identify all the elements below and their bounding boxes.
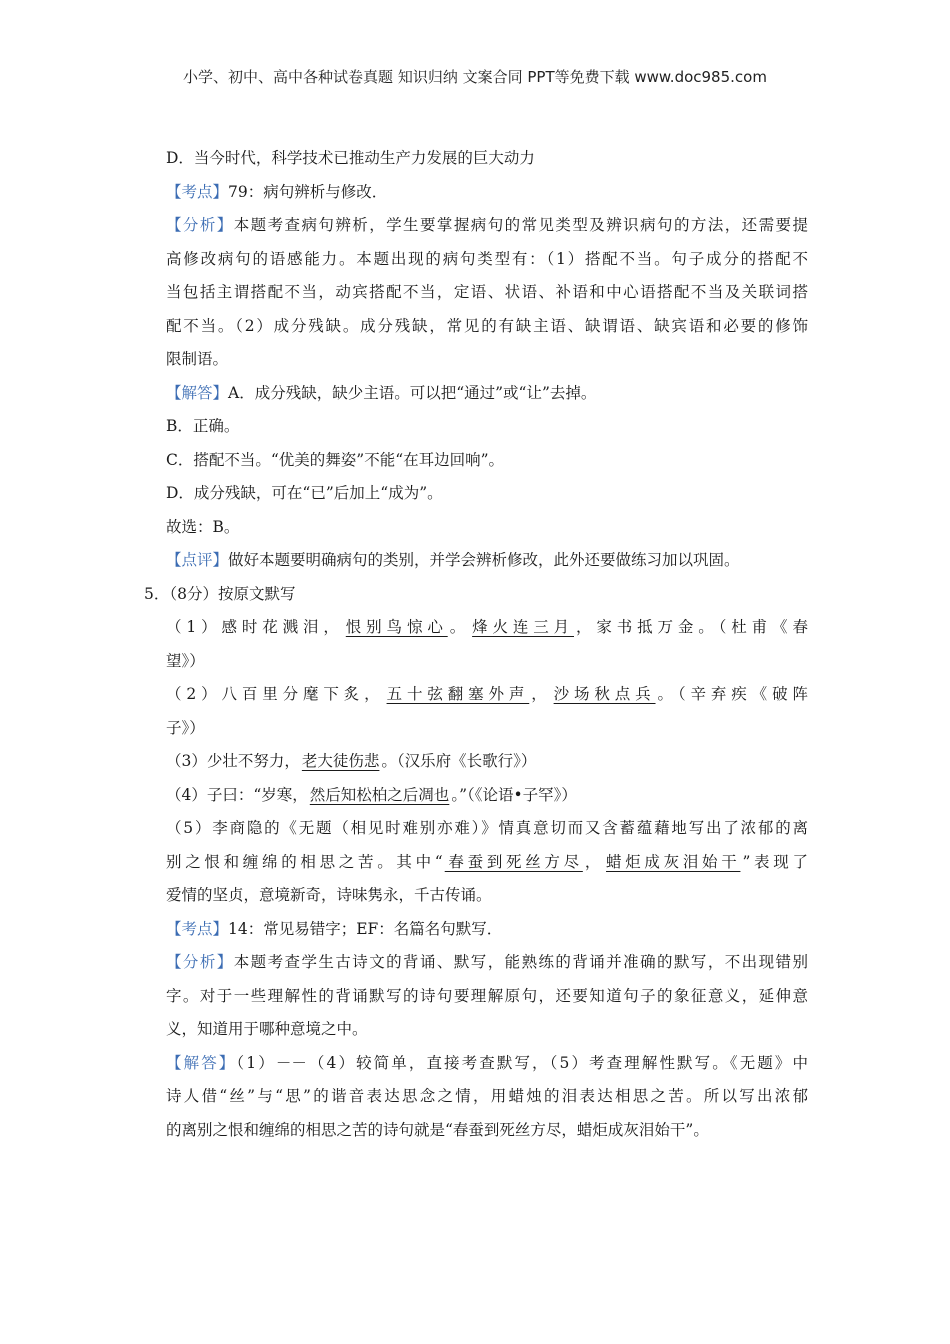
fenxi-line: 【分析】本题考查病句辨析，学生要掌握病句的常见类型及辨识病句的方法，还需要提 bbox=[166, 216, 808, 234]
fill-answer: 烽火连三月 bbox=[472, 618, 574, 636]
q1-line-cont: 望》） bbox=[166, 651, 205, 670]
question-5-title: 5．（8分）按原文默写 bbox=[144, 584, 296, 603]
choice-line: 故选：B。 bbox=[166, 517, 240, 536]
document-body bbox=[144, 142, 808, 1147]
fenxi-line: 当包括主谓搭配不当，动宾搭配不当，定语、状语、补语和中心语搭配不当及关联词搭 bbox=[166, 283, 808, 301]
option-d-line: D．当今时代，科学技术已推动生产力发展的巨大动力 bbox=[166, 149, 535, 167]
jieda-tag: 【解答】 bbox=[166, 1053, 237, 1072]
fenxi-line: 高修改病句的语感能力。本题出现的病句类型有：（1）搭配不当。句子成分的搭配不 bbox=[166, 249, 808, 268]
jieda-line: 【解答】（1）－－（4）较简单，直接考查默写，（5）考查理解性默写。《无题》中 bbox=[166, 1053, 808, 1072]
q2-line-cont: 子》） bbox=[166, 718, 205, 737]
dianping-tag: 【点评】 bbox=[166, 551, 229, 569]
q1-line: （1）感时花溅泪， 恨别鸟惊心 。 烽火连三月 ，家书抵万金。（杜甫《春 bbox=[166, 618, 808, 636]
fill-answer: 沙场秋点兵 bbox=[553, 685, 656, 703]
fenxi-line: 配不当。（2）成分残缺。成分残缺，常见的有缺主语、缺谓语、缺宾语和必要的修饰 bbox=[166, 316, 808, 335]
q2-line: （2）八百里分麾下炙， 五十弦翻塞外声 ， 沙场秋点兵 。（辛弃疾《破阵 bbox=[166, 685, 808, 703]
jieda-tag: 【解答】 bbox=[166, 383, 229, 402]
fenxi-line: 【分析】本题考查学生古诗文的背诵、默写，能熟练的背诵并准确的默写，不出现错别 bbox=[166, 953, 808, 971]
q4-line: （4）子曰：“岁寒， 然后知松柏之后凋也 。”（《论语•子罕》） bbox=[166, 785, 577, 804]
fenxi-line: 限制语。 bbox=[166, 350, 229, 368]
fill-answer: 恨别鸟惊心 bbox=[345, 618, 448, 636]
q5-line: 爱情的坚贞，意境新奇，诗味隽永，千古传诵。 bbox=[166, 886, 492, 904]
kaodian-tag: 【考点】 bbox=[166, 919, 229, 938]
q5-line: 别之恨和缠绵的相思之苦。其中“ 春蚕到死丝方尽 ， 蜡炬成灰泪始干 ”表现了 bbox=[166, 852, 808, 871]
fenxi-tag: 【分析】 bbox=[166, 953, 234, 971]
answer-c-line: C．搭配不当。“优美的舞姿”不能“在耳边回响”。 bbox=[166, 450, 505, 469]
fenxi-line: 义，知道用于哪种意境之中。 bbox=[166, 1020, 368, 1038]
fenxi-line: 字。对于一些理解性的背诵默写的诗句要理解原句，还要知道句子的象征意义，延伸意 bbox=[166, 986, 808, 1005]
fenxi-tag: 【分析】 bbox=[166, 216, 234, 234]
page-header: 小学、初中、高中各种试卷真题 知识归纳 文案合同 PPT等免费下载 www.doc985.com bbox=[183, 68, 767, 86]
kaodian-line: 【考点】14：常见易错字；EF：名篇名句默写． bbox=[166, 919, 503, 938]
fill-answer: 春蚕到死丝方尽 bbox=[444, 852, 583, 871]
fill-answer: 老大徒伤悲 bbox=[301, 752, 380, 770]
jieda-line: 诗人借“丝”与“思”的谐音表达思念之情，用蜡烛的泪表达相思之苦。所以写出浓郁 bbox=[166, 1087, 808, 1105]
fill-answer: 蜡炬成灰泪始干 bbox=[606, 852, 741, 871]
dianping-line: 【点评】做好本题要明确病句的类别，并学会辨析修改，此外还要做练习加以巩固。 bbox=[166, 551, 740, 569]
jieda-line: 的离别之恨和缠绵的相思之苦的诗句就是“春蚕到死丝方尽，蜡炬成灰泪始干”。 bbox=[166, 1120, 709, 1139]
q3-line: （3）少壮不努力， 老大徒伤悲 。（汉乐府《长歌行》） bbox=[166, 752, 537, 770]
kaodian-tag: 【考点】 bbox=[166, 182, 229, 201]
jieda-line: 【解答】A．成分残缺，缺少主语。可以把“通过”或“让”去掉。 bbox=[166, 383, 597, 402]
answer-d-line: D．成分残缺，可在“已”后加上“成为”。 bbox=[166, 484, 443, 502]
fill-answer: 五十弦翻塞外声 bbox=[386, 685, 530, 703]
answer-b-line: B．正确。 bbox=[166, 417, 240, 435]
question-number: 5． bbox=[144, 584, 170, 603]
kaodian-line: 【考点】79：病句辨析与修改． bbox=[166, 182, 388, 201]
q5-line: （5）李商隐的《无题（相见时难别亦难）》情真意切而又含蓄蕴藉地写出了浓郁的离 bbox=[166, 819, 808, 837]
fill-answer: 然后知松柏之后凋也 bbox=[309, 785, 450, 804]
